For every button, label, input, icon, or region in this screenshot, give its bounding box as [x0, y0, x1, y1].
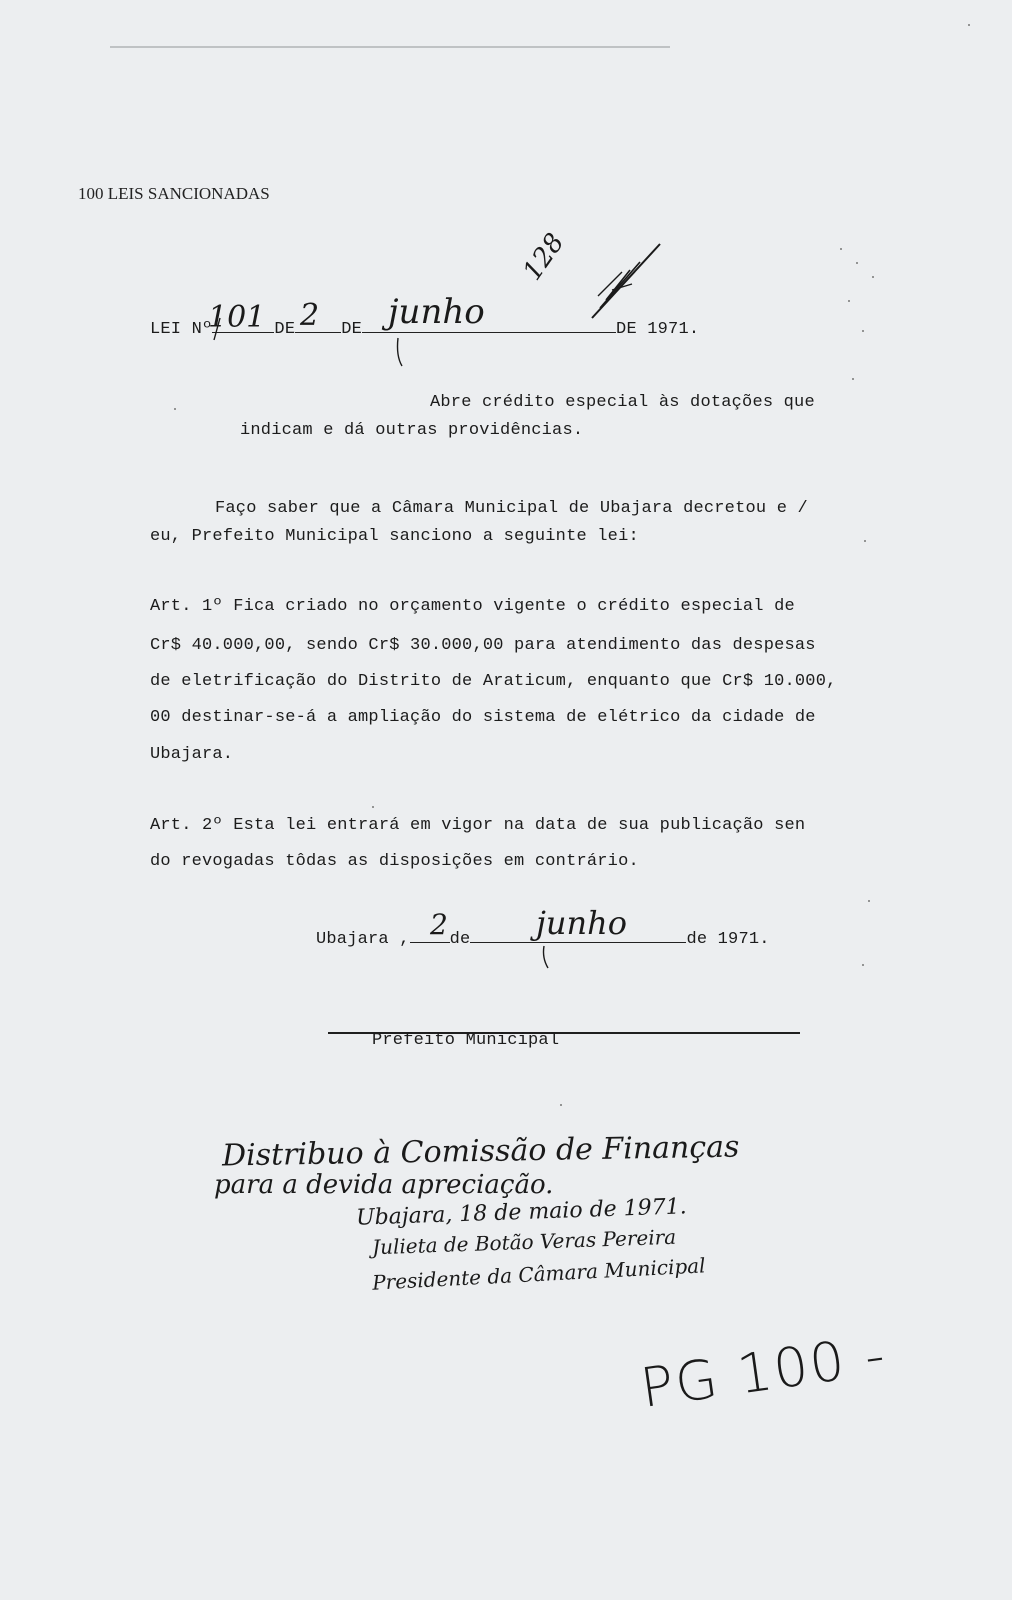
scan-speck [560, 1104, 562, 1106]
scan-speck [174, 408, 176, 410]
date-de: de [449, 930, 471, 949]
art2-line-1: Art. 2º Esta lei entrará em vigor na data de sua publicação sen [150, 816, 806, 835]
preamble-line-2: eu, Prefeito Municipal sanciono a seguinte lei: [150, 527, 639, 546]
handwritten-date-month: junho [536, 904, 628, 942]
law-de-2: DE [341, 320, 363, 339]
art1-line-3: de eletrificação do Distrito de Araticum, enquanto que Cr$ 10.000, [150, 672, 837, 691]
handwritten-law-number: 101 [208, 300, 266, 335]
law-number-prefix: LEI Nº [150, 320, 213, 339]
handwritten-date-day: 2 [430, 908, 448, 941]
scan-speck [852, 378, 854, 380]
annotation-line-1: Distribuo à Comissão de Finanças [221, 1129, 740, 1174]
annotation-line-5: Presidente da Câmara Municipal [371, 1253, 707, 1295]
annotation-line-2: para a devida apreciação. [214, 1170, 554, 1200]
art1-line-5: Ubajara. [150, 745, 234, 764]
annotation-line-4: Julieta de Botão Veras Pereira [371, 1224, 677, 1260]
law-year: DE 1971. [616, 320, 700, 339]
annotation-line-3: Ubajara, 18 de maio de 1971. [355, 1194, 688, 1231]
date-year: de 1971. [686, 930, 770, 949]
scan-speck [872, 276, 874, 278]
place-name: Ubajara , [316, 930, 410, 949]
signature-caption: Prefeito Municipal [372, 1031, 560, 1050]
scan-speck [848, 300, 850, 302]
scan-speck [868, 900, 870, 902]
scan-speck [968, 24, 970, 26]
art1-line-2: Cr$ 40.000,00, sendo Cr$ 30.000,00 para atendimento das despesas [150, 636, 816, 655]
ementa-line-2: indicam e dá outras providências. [240, 421, 584, 440]
running-header: 100 LEIS SANCIONADAS [78, 184, 270, 203]
scan-speck [856, 262, 858, 264]
art2-line-2: do revogadas tôdas as disposições em contrário. [150, 852, 639, 871]
handwritten-law-month: junho [388, 292, 485, 332]
art1-line-1: Art. 1º Fica criado no orçamento vigente o crédito especial de [150, 597, 795, 616]
scan-speck [862, 330, 864, 332]
law-de-1: DE [274, 320, 296, 339]
scan-speck [862, 964, 864, 966]
handwritten-law-day: 2 [300, 298, 320, 333]
scan-speck [372, 806, 374, 808]
scan-speck [840, 248, 842, 250]
preamble-line-1: Faço saber que a Câmara Municipal de Ubajara decretou e / [215, 499, 808, 518]
art1-line-4: 00 destinar-se-á a ampliação do sistema de elétrico da cidade de [150, 708, 816, 727]
scan-speck [864, 540, 866, 542]
handwritten-page-mark: PG 100 - [636, 1323, 891, 1420]
ementa-line-1: Abre crédito especial às dotações que [430, 393, 815, 412]
handwritten-margin-number: 128 [517, 228, 571, 286]
